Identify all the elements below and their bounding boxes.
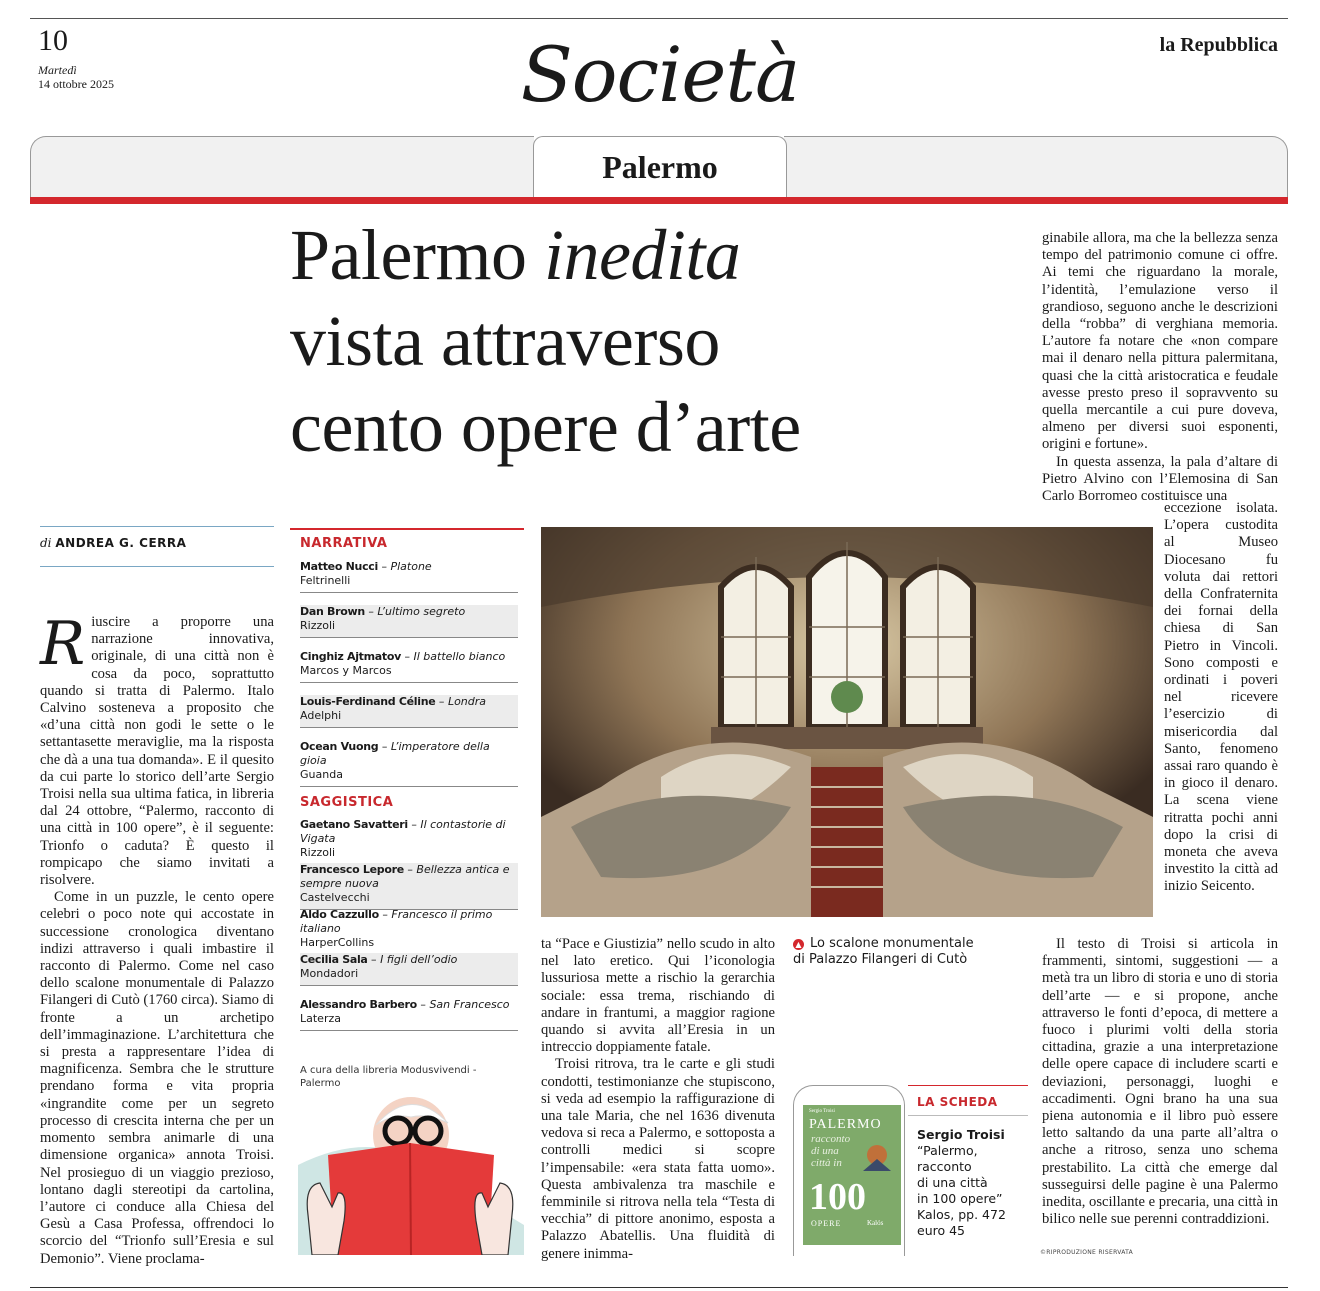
paragraph: [40, 609, 274, 889]
book-title: Francesco il primo italiano: [300, 908, 493, 935]
book-author: Cinghiz Ajtmatov: [300, 650, 401, 663]
byline: [40, 536, 186, 550]
scheda-label: LA SCHEDA: [917, 1095, 998, 1109]
book-card: [793, 1085, 1028, 1255]
article-column-4-end: [1042, 936, 1278, 1228]
paragraph: ginabile allora, ma che la bellezza senza tempo del patrimonio comune ci offre. Ai temi che riguardano la morale, l’identità, l’emulazione verso il grandioso, seguono anche le descrizioni della “robba” di verghiana memoria. L’autore fa notare che «non compare mai il denaro nella pittura palermitana, quasi che la città aristocratica e feudale avesse presto preso il sopravvento su quella mercantile a cui pure doveva, almeno per diversi suoi esponenti, origini e fortune».: [1042, 230, 1278, 453]
book-publisher: Castelvecchi: [300, 891, 370, 904]
byline-rule-top: [40, 526, 274, 527]
book-entry: [300, 998, 518, 1031]
book-title: Bellezza antica e sempre nuova: [300, 863, 510, 890]
paragraph: eccezione isolata. L’opera custodita al Museo Diocesano fu voluta dai rettori della Confraternita dei fornai della chiesa di San Pietro in Vincoli. Sono composti e ordinati i poveri nel ricevere l’esercizio di misericordia dal Santo, fenomeno assai raro quando è in gioco il denaro. La scena viene ritratta pochi anni dopo la crisi di moneta che aveva investito la città ad inizio Seicento.: [1164, 500, 1278, 895]
book-title: Platone: [390, 560, 432, 573]
paragraph: Come in un puzzle, le cento opere celebri o poco note qui accostate in successione cronologica diventano indizi attraverso i quali imbastire il racconto di Palermo. Come nel caso dello scalone monumentale di Palazzo Filangeri di Cutò (1760 circa). Siamo di fronte a un archetipo dell’immaginazione. L’architettura che si presta a rappresentare l’idea di magnificenza. Sembra che le strutture prendano forma e vita propria «ingrandite come per un segreto processo di crescita interna che per un momento sembra animarle di una dimensione organica» annota Troisi. Nel prosieguo di un viaggio prezioso, lontano dagli stereotipi da cartolina, l’autore ci conduce alla Chiesa del Gesù a Casa Professa, offrendoci lo scorcio del “Trionfo sull’Eresia e sul Demonio”. Viene proclama-: [40, 889, 274, 1267]
red-rule: [30, 197, 1288, 204]
tab-bar-right: [784, 136, 1288, 197]
book-entry: [300, 695, 518, 728]
cover-author: Sergio Troisi: [809, 1109, 835, 1114]
scheda-title-4: in 100 opere”: [917, 1191, 1003, 1206]
tab-palermo: Palermo: [533, 136, 787, 197]
article-column-3: [541, 936, 775, 1263]
book-author: Cecilia Sala: [300, 953, 368, 966]
book-dash: –: [416, 998, 430, 1011]
photo-caption: [793, 936, 1013, 968]
cover-figure-icon: [857, 1141, 897, 1177]
book-publisher: Laterza: [300, 1012, 341, 1025]
scheda-title-2: racconto: [917, 1159, 972, 1174]
book-publisher: Feltrinelli: [300, 574, 351, 587]
section-masthead: Società: [520, 30, 800, 119]
book-title: Il contastorie di Vigata: [300, 818, 506, 845]
caption-line-1: Lo scalone monumentale: [810, 936, 974, 951]
book-entry: [300, 560, 518, 593]
book-entry: [300, 863, 518, 910]
book-publisher: Guanda: [300, 768, 343, 781]
top-rule: [30, 18, 1288, 19]
book-author: Louis-Ferdinand Céline: [300, 695, 436, 708]
book-entry: [300, 740, 518, 787]
cover-opere: OPERE: [811, 1219, 842, 1228]
book-entry: [300, 650, 518, 683]
caption-arrow-icon: ▲: [793, 939, 804, 950]
scheda-price: euro 45: [917, 1223, 966, 1238]
weekday: Martedì: [38, 63, 77, 77]
book-author: Matteo Nucci: [300, 560, 378, 573]
reader-illustration: [298, 1095, 524, 1255]
book-publisher: Rizzoli: [300, 619, 336, 632]
scheda-publisher: Kalos, pp. 472: [917, 1207, 1006, 1222]
staircase-photo-svg: [541, 527, 1153, 917]
book-title: L’imperatore della gioia: [300, 740, 490, 767]
book-author: Ocean Vuong: [300, 740, 379, 753]
dateline: [38, 63, 114, 91]
cover-subtitle-3: città in: [811, 1157, 842, 1169]
book-publisher: Rizzoli: [300, 846, 336, 859]
book-author: Gaetano Savatteri: [300, 818, 408, 831]
newspaper-brand: la Repubblica: [1159, 34, 1278, 56]
headline-line-1: [290, 212, 1030, 298]
scheda-info: [917, 1127, 1027, 1239]
book-entry: [300, 953, 518, 986]
book-title: San Francesco: [429, 998, 510, 1011]
date: 14 ottobre 2025: [38, 77, 114, 91]
byline-prefix: di: [40, 536, 52, 550]
scheda-title-1: “Palermo,: [917, 1143, 978, 1158]
cover-subtitle-1: racconto: [811, 1133, 851, 1145]
book-author: Alessandro Barbero: [300, 998, 417, 1011]
book-dash: –: [435, 695, 448, 708]
book-dash: –: [377, 560, 391, 573]
page-number: 10: [38, 24, 68, 57]
bottom-rule: [30, 1287, 1288, 1288]
article-column-1: [40, 609, 274, 1268]
book-publisher: Adelphi: [300, 709, 342, 722]
cover-subtitle-2: di una: [811, 1145, 839, 1157]
paragraph: ta “Pace e Giustizia” nello scudo in alto nel lato eretico. Qui l’iconologia lussuriosa mette a rischio la gerarchia sociale: essa trema, rischiando di andare in frantumi, a maggior ragione quando si avvita all’Eresia in un intreccio doppiamente fatale.: [541, 936, 775, 1056]
drop-cap: R: [40, 609, 86, 679]
cover-publisher: Kalós: [867, 1219, 884, 1227]
book-title: Il battello bianco: [413, 650, 506, 663]
book-entry: [300, 818, 518, 865]
book-title: Londra: [447, 695, 487, 708]
book-publisher: HarperCollins: [300, 936, 375, 949]
book-dash: –: [367, 953, 381, 966]
staircase-photo: [541, 527, 1153, 917]
narrativa-title: NARRATIVA: [300, 536, 388, 551]
headline-word-palermo: Palermo: [290, 215, 544, 295]
book-author: Aldo Cazzullo: [300, 908, 379, 921]
saggistica-title: SAGGISTICA: [300, 795, 394, 810]
article-column-4: [1042, 230, 1278, 505]
caption-line-2: di Palazzo Filangeri di Cutò: [793, 952, 968, 967]
paragraph: Il testo di Troisi si articola in frammenti, sintomi, suggestioni — a metà tra un libro di storia e uno di storia dell’arte — e si propone, anche attraverso le fonti d’epoca, di mettere a fuoco i plurimi volti della storia cittadina, grazie a una interpretazione delle opere capace di includere scarti e deviazioni, personaggi, luoghi e accadimenti. Ogni brano ha una sua piena autonomia e il libro può essere letto saltando da una parte all’altra o anche a ritroso, senza uno schema prestabilito. La città che emerge dal susseguirsi delle pagine è una Palermo inedita, oscillante e precaria, una città in bilico nelle sue perenni contraddizioni.: [1042, 936, 1278, 1228]
paragraph: Troisi ritrova, tra le carte e gli studi condotti, testimonianze che stupiscono, si veda ad esempio la raffigurazione di una tale Maria, che nel 1636 divenuta vedova si reca a Palermo, e sottoposta a controlli medici si scopre l’impensabile: «era stata fatta uomo». Questa ambivalenza tra maschile e femminile si ritrova nella tela “Testa di vecchia” di pittore anonimo, esposta a Palazzo Abatellis. Una fluidità di genere inimma-: [541, 1056, 775, 1262]
section-tab-bar: [30, 136, 1288, 198]
book-publisher: Marcos y Marcos: [300, 664, 392, 677]
scheda-title-3: di una città: [917, 1175, 988, 1190]
book-dash: –: [378, 740, 391, 753]
headline-word-inedita: inedita: [543, 215, 741, 295]
book-author: Dan Brown: [300, 605, 365, 618]
byline-rule-bottom: [40, 566, 274, 567]
headline: [290, 212, 1030, 470]
book-entry: [300, 605, 518, 638]
cover-title: PALERMO: [809, 1117, 882, 1132]
byline-author: ANDREA G. CERRA: [55, 536, 187, 550]
book-entry: [300, 908, 518, 955]
headline-line-2: vista attraverso: [290, 301, 720, 381]
paragraph-text: iuscire a proporre una narrazione innovativa, originale, di una città non è cosa da poco, soprattutto quando si tratta di Palermo. Italo Calvino sosteneva a proposito che «d’una città non godi le sette o le settantasette meraviglie, ma la risposta che dà a una tua domanda». E il quesito da cui parte lo storico dell’arte Sergio Troisi nella sua ultima fatica, in libreria dal 24 ottobre, “Palermo, racconto di una città in 100 opere”, è il seguente: Trionfo o caduta? È questo il rompicapo che siamo invitati a risolvere.: [40, 614, 274, 889]
book-dash: –: [364, 605, 378, 618]
copyright-notice: ©RIPRODUZIONE RISERVATA: [1040, 1249, 1134, 1256]
book-author: Francesco Lepore: [300, 863, 404, 876]
book-publisher: Mondadori: [300, 967, 359, 980]
book-dash: –: [378, 908, 392, 921]
book-title: L’ultimo segreto: [377, 605, 466, 618]
scheda-rule: [908, 1115, 1028, 1116]
book-dash: –: [407, 818, 421, 831]
bookstore-credit: A cura della libreria Modusvivendi - Palermo: [300, 1065, 477, 1089]
headline-line-3: cento opere d’arte: [290, 387, 801, 467]
book-dash: –: [403, 863, 417, 876]
tab-bar-left: [30, 136, 534, 197]
book-dash: –: [401, 650, 414, 663]
book-title: I figli dell’odio: [380, 953, 458, 966]
scheda-red-rule: [908, 1085, 1028, 1086]
reader-illustration-svg: [298, 1095, 524, 1255]
book-cover: [803, 1105, 901, 1245]
paragraph: In questa assenza, la pala d’altare di Pietro Alvino con l’Elemosina di San Carlo Borromeo costituisce una: [1042, 453, 1278, 505]
cover-number: 100: [809, 1176, 866, 1218]
bestseller-top-rule: [290, 528, 524, 530]
article-column-4-wrap: [1164, 500, 1278, 896]
scheda-author: Sergio Troisi: [917, 1127, 1005, 1142]
